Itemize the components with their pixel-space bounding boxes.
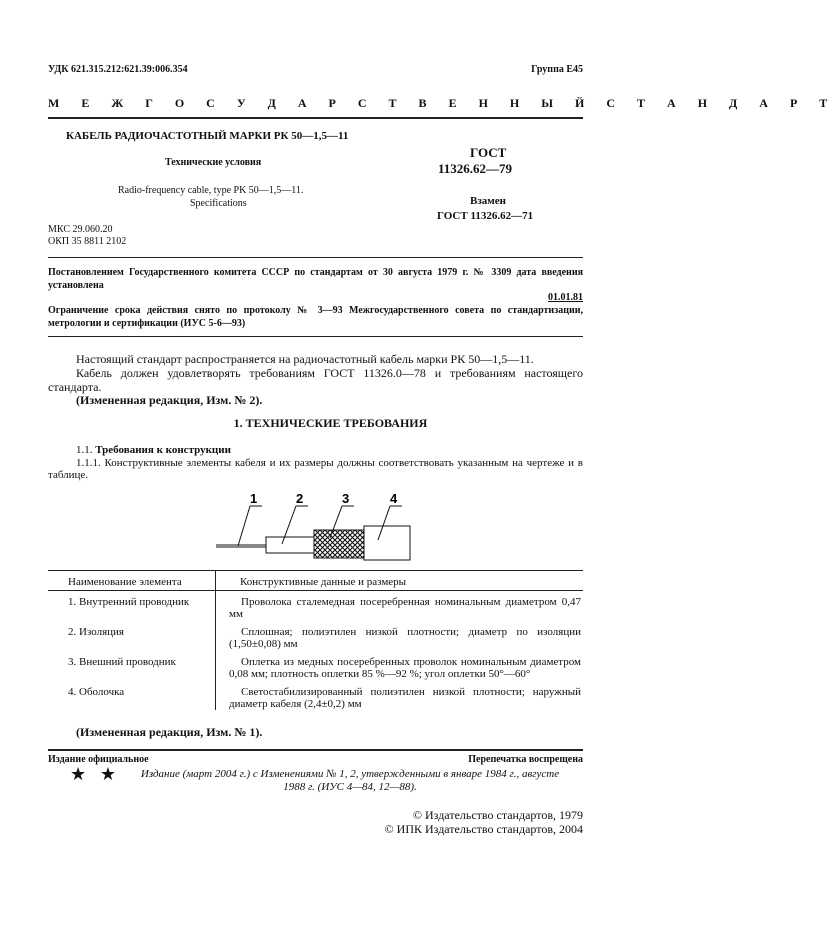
english-title-line2: Specifications xyxy=(190,198,247,209)
insulation-shape xyxy=(266,537,316,553)
drawing-label-2: 2 xyxy=(296,491,304,506)
table-row-1-data: Проволока сталемедная посеребренная номинальным диаметром 0,47 мм xyxy=(229,596,581,620)
table-top-rule xyxy=(48,570,583,571)
group-code: Группа Е45 xyxy=(531,64,583,75)
intro-paragraph-2: Кабель должен удовлетворять требованиям ГОСТ 11326.0—78 и требованиям настоящего стандарта. xyxy=(48,366,583,394)
drawing-label-3: 3 xyxy=(342,491,350,506)
replaces-label: Взамен xyxy=(470,195,506,207)
reprint-prohibited-label: Перепечатка воспрещена xyxy=(468,754,583,765)
decree-text: Постановлением Государственного комитета СССР по стандартам от 30 августа 1979 г. № 3309 дата введения установлена xyxy=(48,267,583,291)
decree-date: 01.01.81 xyxy=(548,292,583,303)
gost-number: 11326.62—79 xyxy=(438,161,513,176)
clause-1-1-1: 1.1.1. Конструктивные элементы кабеля и их размеры должны соответствовать указанным на чертеже и в таблице. xyxy=(48,457,583,481)
standard-type-banner: М Е Ж Г О С У Д А Р С Т В Е Н Н Ы Й С Т А Н Д А Р Т xyxy=(48,96,837,110)
decree-rule xyxy=(48,336,583,337)
replaces-value: ГОСТ 11326.62—71 xyxy=(437,210,534,222)
intro-paragraph-1: Настоящий стандарт распространяется на радиочастотный кабель марки РК 50—1,5—11. xyxy=(76,352,534,366)
document-subtitle: Технические условия xyxy=(165,157,262,168)
restriction-text: Ограничение срока действия снято по протоколу № 3—93 Межгосударственного совета по стандартизации, метрологии и сертификации (ИУС 5-6—93) xyxy=(48,305,583,329)
subsection-title: Требования к конструкции xyxy=(95,444,231,456)
section-heading: 1. ТЕХНИЧЕСКИЕ ТРЕБОВАНИЯ xyxy=(233,416,428,430)
table-row-3-data: Оплетка из медных посеребренных проволок номинальным диаметром 0,08 мм; плотность оплетки 85 %—92 %; угол оплетки 50°—60° xyxy=(229,656,581,680)
edition-note: Издание (март 2004 г.) с Изменениями № 1, 2, утвержденными в январе 1984 г., августе 1988 г. (ИУС 4—84, 12—88). xyxy=(140,768,560,793)
udk-code: УДК 621.315.212:621.39:006.354 xyxy=(48,64,188,75)
table-header-data: Конструктивные данные и размеры xyxy=(240,576,407,588)
english-title-line1: Radio-frequency cable, type PK 50—1,5—11. xyxy=(118,185,304,196)
drawing-label-1: 1 xyxy=(250,491,258,506)
table-header-rule xyxy=(48,590,583,591)
drawing-label-4: 4 xyxy=(390,491,398,506)
mks-code: МКС 29.060.20 xyxy=(48,224,113,235)
table-row-3-name: 3. Внешний проводник xyxy=(68,656,176,668)
subsection-number: 1.1. xyxy=(76,444,93,456)
table-row-4-name: 4. Оболочка xyxy=(68,686,125,698)
table-header-element: Наименование элемента xyxy=(68,576,182,588)
amendment-note-1: (Измененная редакция, Изм. № 1). xyxy=(76,725,263,739)
subsection-1-1 xyxy=(76,444,231,456)
header-rule xyxy=(48,117,583,119)
copyright-1979: © Издательство стандартов, 1979 xyxy=(412,808,583,822)
star-marks: ★ ★ xyxy=(70,764,120,785)
table-column-divider xyxy=(215,570,216,710)
table-row-4-data: Светостабилизированный полиэтилен низкой плотности; наружный диаметр кабеля (2,4±0,2) мм xyxy=(229,686,581,710)
copyright-2004: © ИПК Издательство стандартов, 2004 xyxy=(384,822,583,836)
official-edition-label: Издание официальное xyxy=(48,754,149,765)
cable-drawing xyxy=(210,490,440,560)
okp-code: ОКП 35 8811 2102 xyxy=(48,236,127,247)
title-rule xyxy=(48,257,583,258)
table-row-2-data: Сплошная; полиэтилен низкой плотности; диаметр по изоляции (1,50±0,08) мм xyxy=(229,626,581,650)
sheath-shape xyxy=(364,526,410,560)
footer-rule xyxy=(48,749,583,751)
document-title: КАБЕЛЬ РАДИОЧАСТОТНЫЙ МАРКИ РК 50—1,5—11 xyxy=(66,130,349,142)
gost-label: ГОСТ xyxy=(470,145,507,160)
amendment-note-2: (Измененная редакция, Изм. № 2). xyxy=(76,393,263,407)
table-row-2-name: 2. Изоляция xyxy=(68,626,124,638)
table-row-1-name: 1. Внутренний проводник xyxy=(68,596,190,608)
outer-conductor-braid xyxy=(314,530,366,558)
